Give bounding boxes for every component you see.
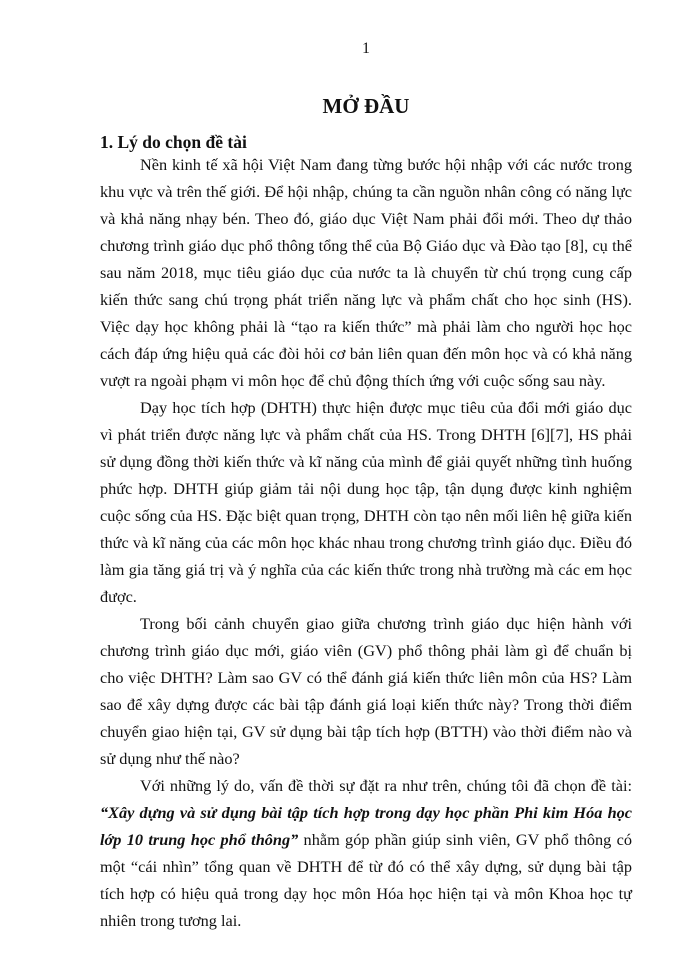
topic-intro-text: Với những lý do, vấn đề thời sự đặt ra như trên, chúng tôi đã chọn đề tài: bbox=[140, 776, 632, 795]
paragraph-topic-choice bbox=[100, 772, 632, 934]
page-number: 1 bbox=[362, 40, 370, 57]
topic-purpose-text: nhằm góp phần giúp sinh viên, GV phổ thông có một “cái nhìn” tổng quan về DHTH để từ đó có thể xây dựng, sử dụng bài tập tích hợp có hiệu quả trong dạy học môn Hóa học hiện tại và môn Khoa học tự nhiên trong tương lai. bbox=[100, 830, 632, 930]
paragraph-questions: Trong bối cảnh chuyển giao giữa chương trình giáo dục hiện hành với chương trình giáo dục mới, giáo viên (GV) phổ thông phải làm gì để chuẩn bị cho việc DHTH? Làm sao GV có thể đánh giá kiến thức liên môn của HS? Làm sao để xây dựng được các bài tập đánh giá loại kiến thức này? Trong thời điểm chuyển giao hiện tại, GV sử dụng bài tập tích hợp (BTTH) vào thời điểm nào và sử dụng như thế nào? bbox=[100, 614, 632, 768]
topic-title-emphasis: “Xây dựng và sử dụng bài tập tích hợp trong dạy học phần Phi kim Hóa học lớp 10 trung học phổ thông” bbox=[100, 803, 632, 849]
section-body bbox=[100, 151, 632, 934]
paragraph-integrated-teaching: Dạy học tích hợp (DHTH) thực hiện được mục tiêu của đổi mới giáo dục vì phát triển được năng lực và phẩm chất của HS. Trong DHTH [6][7], HS phải sử dụng đồng thời kiến thức và kĩ năng của mình để giải quyết những tình huống phức hợp. DHTH giúp giảm tải nội dung học tập, tận dụng được kinh nghiệm cuộc sống của HS. Đặc biệt quan trọng, DHTH còn tạo nên mối liên hệ giữa kiến thức và kĩ năng của các môn học khác nhau trong chương trình giáo dục. Điều đó làm gia tăng giá trị và ý nghĩa của các kiến thức trong nhà trường mà các em học được. bbox=[100, 398, 632, 606]
section-heading: 1. Lý do chọn đề tài bbox=[100, 132, 247, 152]
paragraph-context: Nền kinh tế xã hội Việt Nam đang từng bước hội nhập với các nước trong khu vực và trên thế giới. Để hội nhập, chúng ta cần nguồn nhân công có năng lực và khả năng nhạy bén. Theo đó, giáo dục Việt Nam phải đổi mới. Theo dự thảo chương trình giáo dục phổ thông tổng thể của Bộ Giáo dục và Đào tạo [8], cụ thể sau năm 2018, mục tiêu giáo dục của nước ta là chuyển từ chú trọng cung cấp kiến thức sang chú trọng phát triển năng lực và phẩm chất cho học sinh (HS). Việc dạy học không phải là “tạo ra kiến thức” mà phải làm cho người học học cách đáp ứng hiệu quả các đòi hỏi cơ bản liên quan đến môn học và có khả năng vượt ra ngoài phạm vi môn học để chủ động thích ứng với cuộc sống sau này. bbox=[100, 155, 632, 390]
page-title: MỞ ĐẦU bbox=[322, 94, 410, 118]
